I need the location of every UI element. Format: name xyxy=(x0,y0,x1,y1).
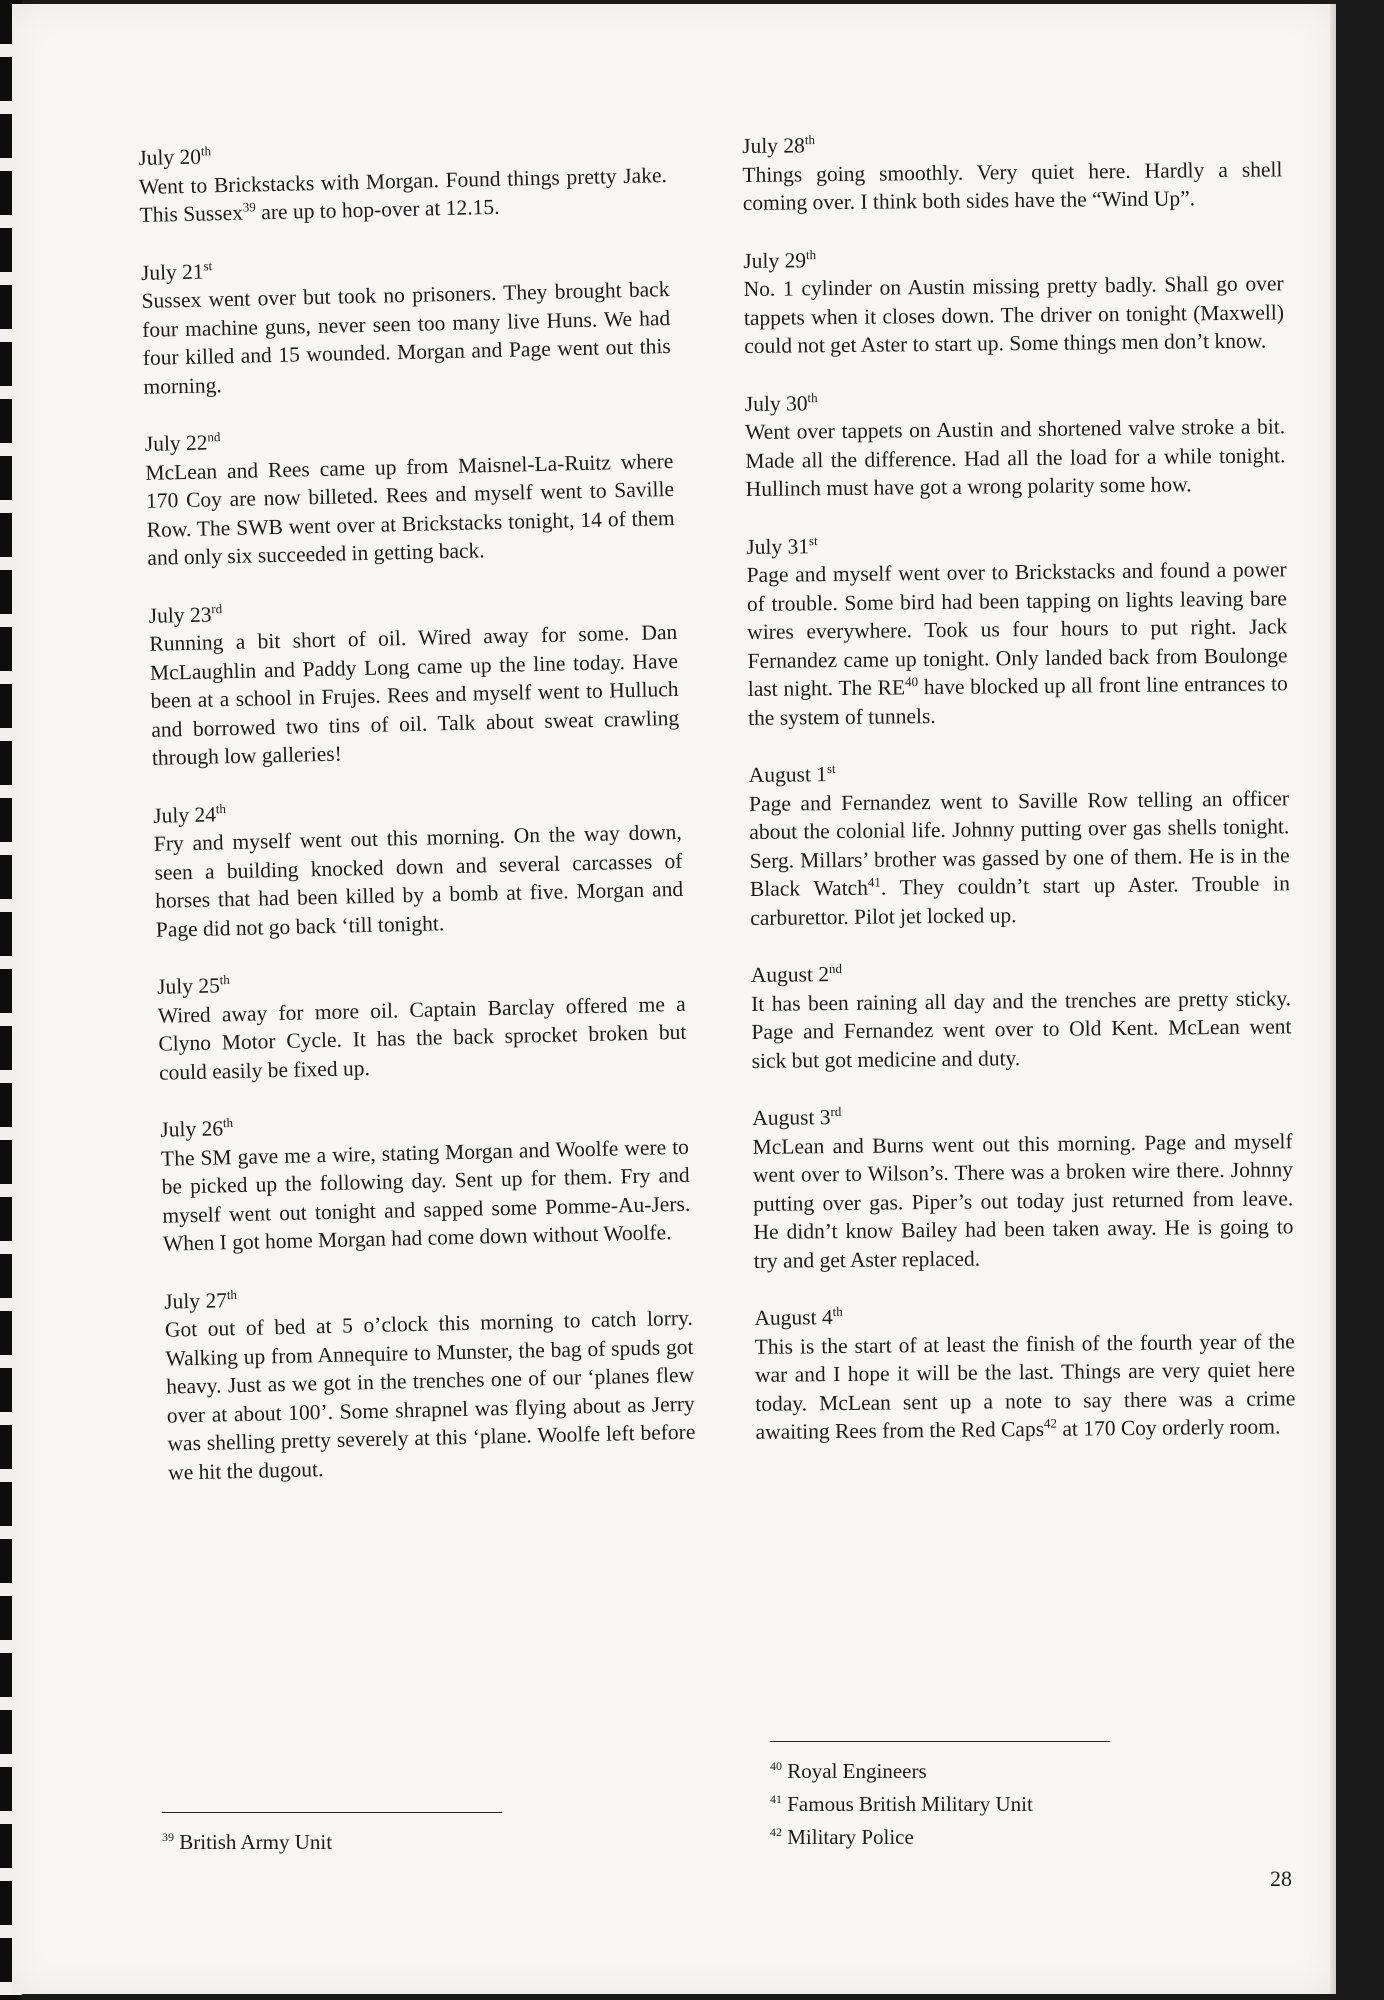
entry-date-text: July 23 xyxy=(148,601,212,628)
entry-body: The SM gave me a wire, stating Morgan and Woolfe were to be picked up the following day. Sent up for them. Fry and myself went out tonight and sapped some Pomme-Au-Jers. When I got home Morgan had come down without Woolfe. xyxy=(160,1134,691,1256)
date-ordinal: nd xyxy=(828,960,843,976)
footnote-text: British Army Unit xyxy=(174,1830,333,1854)
right-column xyxy=(742,126,1296,1475)
entry-date-text: July 21 xyxy=(140,259,204,285)
entry-date-text: July 29 xyxy=(743,247,807,273)
entry-body: Wired away for more oil. Captain Barclay offered me a Clyno Motor Cycle. It has the back sprocket broken but could easily be fixed up. xyxy=(157,991,687,1085)
entry-date-text: August 4 xyxy=(754,1305,833,1330)
date-ordinal: th xyxy=(832,1303,843,1319)
diary-entry xyxy=(746,527,1288,732)
date-ordinal: th xyxy=(226,1286,238,1302)
entry-date-text: July 26 xyxy=(160,1116,224,1142)
diary-entry xyxy=(745,384,1286,504)
entry-date-text: August 2 xyxy=(750,962,830,987)
footnotes-left xyxy=(162,1812,502,1856)
date-ordinal: th xyxy=(219,971,230,988)
entry-body: This is the start of at least the finish of the fourth year of the war and I hope it will be the last. Things are very quiet here today. McLean sent up a note to say there was a crime awaiting Rees from the Red Caps$^{42}$ at 170 Coy orderly room. xyxy=(754,1328,1296,1444)
diary-entry xyxy=(160,1104,691,1258)
date-ordinal: th xyxy=(807,389,818,405)
entry-body: Fry and myself went out this morning. On the way down, seen a building knocked down and several carcasses of horses that had been killed by a bomb at five. Morgan and Page did not go back ‘till tonight. xyxy=(153,819,684,942)
diary-entry xyxy=(754,1298,1295,1446)
date-ordinal: th xyxy=(200,143,212,159)
diary-entry xyxy=(752,1098,1294,1275)
diary-entry xyxy=(141,246,672,400)
diary-entry xyxy=(751,955,1292,1075)
diary-entry xyxy=(743,241,1284,361)
date-ordinal: rd xyxy=(211,600,223,616)
diary-entry xyxy=(148,589,680,772)
footnote-text: Military Police xyxy=(782,1825,914,1849)
entry-body: Got out of bed at 5 o’clock this morning to catch lorry. Walking up from Annequire to Munster, the bag of spuds got heavy. Just as we got in the trenches one of our ‘planes flew over at about 100’. Some shrapnel was flying about as Jerry was shelling pretty severely at this ‘plane. Woolfe left before we hit the dugout. xyxy=(164,1305,696,1485)
entry-date-text: August 1 xyxy=(748,762,828,787)
entry-body: Sussex went over but took no prisoners. They brought back four machine guns, never seen too many live Huns. We had four killed and 15 wounded. Morgan and Page went out this morning. xyxy=(141,276,671,399)
diary-entry xyxy=(749,755,1291,932)
entry-body: Went over tappets on Austin and shortened valve stroke a bit. Made all the difference. Had all the load for a while tonight. Hullinch must have got a wrong polarity some how. xyxy=(745,414,1286,501)
diary-entry xyxy=(138,132,668,229)
entry-body: It has been raining all day and the trenches are pretty sticky. Page and Fernandez went over to Old Kent. McLean went sick but got medicine and duty. xyxy=(751,985,1292,1073)
footnote-number: 39 xyxy=(162,1830,174,1844)
date-ordinal: st xyxy=(826,760,836,776)
entry-body: Page and Fernandez went to Saville Row telling an officer about the colonial life. Johnny putting over gas shells tonight. Serg. Millars’ brother was gassed by one of them. He is in the Black Watch$^{41}$. They couldn’t start up Aster. Trouble in carburettor. Pilot jet locked up. xyxy=(748,785,1291,930)
diary-entry xyxy=(164,1275,696,1486)
date-ordinal: th xyxy=(222,1114,234,1131)
footnote-rule xyxy=(162,1812,502,1813)
date-ordinal: rd xyxy=(830,1103,842,1119)
entry-body: Running a bit short of oil. Wired away for some. Dan McLaughlin and Paddy Long came up the line today. Have been at a school in Frujes. Rees and myself went to Hulluch and borrowed two tins of oil. Talk about sweat crawling through low galleries! xyxy=(149,619,680,770)
entry-date-text: July 25 xyxy=(156,973,221,999)
entry-date-text: July 31 xyxy=(746,533,810,559)
diary-entry xyxy=(742,126,1283,217)
entry-body: Page and myself went over to Brickstacks and found a power of trouble. Some bird had been tapping on lights leaving bare wires everywhere. Took us four hours to put right. Jack Fernandez came up tonight. Only landed back from Boulonge last night. The RE$^{40}$ have blocked up all front line entrances to the system of tunnels. xyxy=(746,557,1288,730)
entry-date-text: July 30 xyxy=(744,390,808,416)
footnote xyxy=(770,1818,1110,1851)
date-ordinal: th xyxy=(804,132,816,148)
diary-entry xyxy=(157,961,687,1087)
document-page xyxy=(12,4,1334,1994)
diary-entry xyxy=(153,789,684,943)
footnote-number: 42 xyxy=(770,1825,782,1839)
date-ordinal: st xyxy=(203,257,213,273)
entry-date-text: July 22 xyxy=(144,430,208,456)
footnote-text: Famous British Military Unit xyxy=(782,1792,1033,1816)
footnote-number: 40 xyxy=(770,1759,782,1773)
entry-date-text: August 3 xyxy=(752,1105,831,1130)
diary-entry xyxy=(144,418,675,572)
entry-body: Things going smoothly. Very quiet here. Hardly a shell coming over. I think both sides have the “Wind Up”. xyxy=(742,156,1283,215)
footnote-number: 41 xyxy=(770,1792,782,1806)
entry-body: No. 1 cylinder on Austin missing pretty badly. Shall go over tappets when it closes down. The driver on tonight (Maxwell) could not get Aster to start up. Some things men don’t know. xyxy=(743,271,1285,358)
footnote xyxy=(770,1752,1110,1785)
footnote xyxy=(162,1823,502,1856)
entry-date-text: July 20 xyxy=(138,144,202,170)
footnote-text: Royal Engineers xyxy=(782,1759,927,1783)
date-ordinal: st xyxy=(808,532,818,548)
page-number: 28 xyxy=(1270,1866,1292,1891)
page-edge xyxy=(1330,4,1336,1994)
date-ordinal: th xyxy=(805,246,817,262)
footnote-rule xyxy=(770,1741,1110,1742)
date-ordinal: nd xyxy=(207,429,221,445)
footnotes-right xyxy=(770,1741,1110,1851)
left-column xyxy=(138,132,697,1516)
entry-body: Went to Brickstacks with Morgan. Found things pretty Jake. This Sussex$^{39}$ are up to hop-over at 12.15. xyxy=(138,162,668,227)
entry-body: McLean and Burns went out this morning. Page and myself went over to Wilson’s. There was a broken wire there. Johnny putting over gas. Piper’s out today just returned from leave. He didn’t know Bailey had been taken away. He is going to try and get Aster replaced. xyxy=(752,1128,1294,1273)
entry-date-text: July 27 xyxy=(163,1287,228,1314)
entry-date-text: July 28 xyxy=(742,133,805,158)
entry-body: McLean and Rees came up from Maisnel-La-Ruitz where 170 Coy are now billeted. Rees and myself went to Saville Row. The SWB went over at Brickstacks tonight, 14 of them and only six succeeded in getting back. xyxy=(145,448,675,570)
footnote xyxy=(770,1785,1110,1818)
entry-date-text: July 24 xyxy=(152,801,217,828)
date-ordinal: th xyxy=(215,800,227,816)
